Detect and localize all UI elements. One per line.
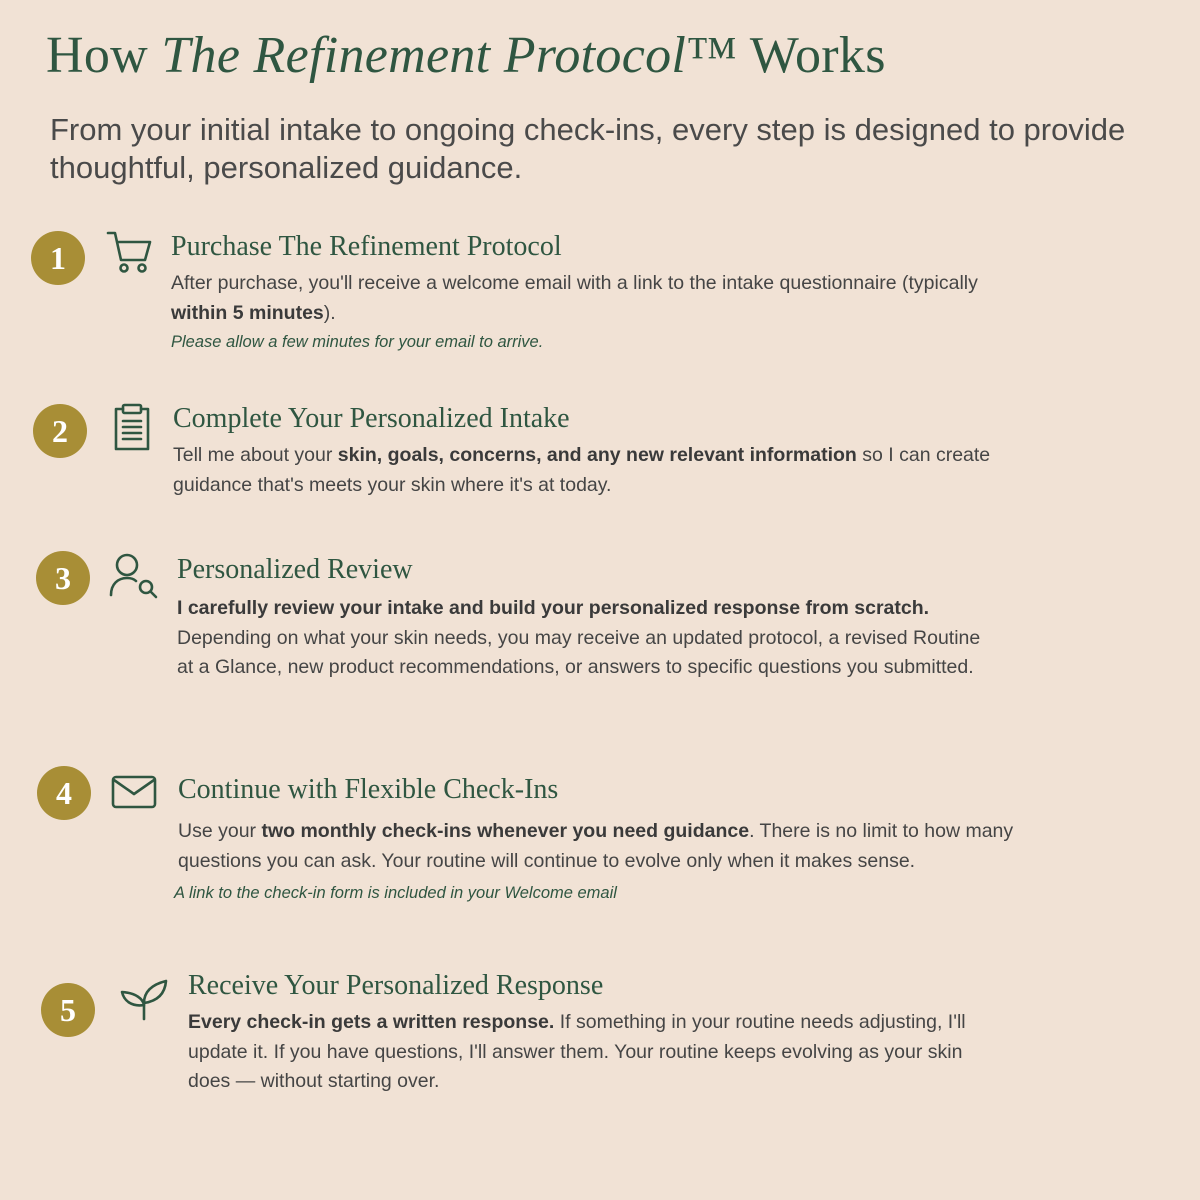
step-5-badge: 5 — [41, 983, 95, 1037]
step-1-body-pre: After purchase, you'll receive a welcome email with a link to the intake questionnaire (typically — [171, 272, 978, 294]
page-title — [46, 26, 886, 85]
step-4-note: A link to the check-in form is included in your Welcome email — [174, 884, 617, 902]
step-2-title: Complete Your Personalized Intake — [173, 403, 570, 434]
step-3-body — [177, 594, 997, 683]
step-1-body-post: ). — [323, 301, 336, 324]
step-3-body-bold: I carefully review your intake and build your personalized response from scratch. — [177, 597, 930, 619]
user-search-icon — [108, 553, 160, 599]
step-3-badge: 3 — [36, 551, 90, 605]
step-4-body-bold: two monthly check-ins whenever you need guidance — [261, 820, 750, 842]
shopping-cart-icon — [106, 230, 154, 274]
step-2-body-post: so I can create guidance that's meets your skin where it's at today. — [173, 444, 991, 496]
step-1-badge: 1 — [31, 231, 85, 285]
envelope-icon — [111, 774, 157, 810]
step-4-badge: 4 — [37, 766, 91, 820]
step-3-title: Personalized Review — [177, 554, 413, 585]
step-3-body-post: Depending on what your skin needs, you may receive an updated protocol, a revised Routine at a Glance, new product recommendations, or answers to specific questions you submitted. — [177, 626, 981, 678]
step-5-body-post: If something in your routine needs adjusting, I'll update it. If you have questions, I'll answer them. Your routine keeps evolving as your skin does — without starting over. — [188, 1011, 966, 1092]
step-2-body-bold: skin, goals, concerns, and any new relevant information — [337, 444, 857, 466]
sprout-icon — [118, 977, 170, 1021]
step-5-title: Receive Your Personalized Response — [188, 970, 604, 1001]
step-4-body-post: . There is no limit to how many questions you can ask. Your routine will continue to evolve only when it makes sense. — [178, 820, 1014, 872]
title-suffix: ™ Works — [686, 27, 886, 84]
step-1-title: Purchase The Refinement Protocol — [171, 231, 562, 262]
title-prefix: How — [46, 27, 162, 84]
step-1-note: Please allow a few minutes for your email to arrive. — [171, 333, 544, 351]
step-4-body-pre: Use your — [178, 820, 262, 842]
step-4-title: Continue with Flexible Check-Ins — [178, 774, 559, 805]
step-2-body — [173, 441, 1053, 500]
step-4-body — [178, 817, 1078, 876]
step-2-badge: 2 — [33, 404, 87, 458]
page-subtitle: From your initial intake to ongoing check-ins, every step is designed to provide thoughtful, personalized guidance. — [50, 112, 1126, 185]
step-2-body-pre: Tell me about your — [173, 444, 338, 466]
step-5-body — [188, 1008, 978, 1097]
step-1-body — [171, 269, 1001, 328]
step-1-body-bold: within 5 minutes — [171, 301, 324, 324]
title-italic: The Refinement Protocol — [161, 27, 687, 84]
step-5-body-bold: Every check-in gets a written response. — [188, 1011, 555, 1033]
clipboard-icon — [111, 403, 153, 453]
